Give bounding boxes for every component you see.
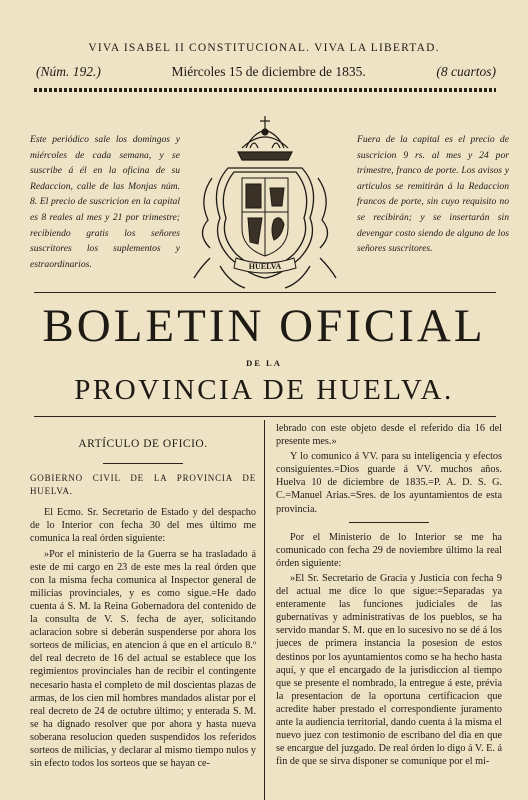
- issue-line: [36, 64, 496, 80]
- ornamental-rule-top: [34, 88, 496, 92]
- section-rule: [103, 463, 183, 464]
- newspaper-subtitle: PROVINCIA DE HUELVA.: [74, 374, 454, 406]
- paragraph: Y lo comunico á VV. para su inteligencia y efectos consiguientes.=Dios guarde á VV. muchos años. Huelva 10 de diciembre de 1835.=P. A. D. S. G. C.=Manuel Arias.=Sres. de los ayuntamientos de esta provincia.: [276, 451, 502, 515]
- paragraph: »El Sr. Secretario de Gracia y Justicia con fecha 9 del actual me dice lo que sigue:=Separadas ya enteramente las funciones judiciales de las gubernativas y administrativas de los pueblos, se ha servido mandar S. M. que en lo sucesivo no se dé á los jueces de primera instancia la posesion de estos destinos por los ayuntamientos como se ha hecho hasta aquí, y que el encargado de la jurisdiccion al tiempo que se presente el nombrado, la entregue á este, prévia la presentacion de la oportuna certificacion que acredite haber prestado el correspondiente juramento ante la audiencia territorial, dando cuenta á la misma el nuevo juez con testimonio de escribano del dia en que se encargue del juzgado. De real órden lo digo á V. E. á fin de que se sirva disponer se comunique por el mi-: [276, 572, 502, 768]
- column-divider: [264, 420, 265, 800]
- issue-price: (8 cuartos): [436, 64, 496, 79]
- newspaper-title-connector: DE LA: [246, 358, 282, 368]
- masthead-motto: VIVA ISABEL II CONSTITUCIONAL. VIVA LA LIBERTAD.: [88, 42, 440, 54]
- subscription-info-left: Este periódico sale los domingos y miércoles de cada semana, y se suscribe á él en la oficina de su Redaccion, calle de las Monjas núm. 8. El precio de suscricion en la capital es 8 reales al mes y 21 por trimestre; recibiendo gratis los señores suscritores los suplementos y estraordinarios.: [30, 134, 180, 270]
- royal-crest-icon: [190, 108, 340, 293]
- subscription-info-right: Fuera de la capital es el precio de suscricion 9 rs. al mes y 24 por trimestre, franco de porte. Los avisos y artículos se remitirán á la Redaccion francos de porte, sin cuyo requisito no se recibirán; y se insertarán sin devengar costo siendo de alguno de los señores suscritores.: [357, 134, 509, 255]
- issue-number: (Núm. 192.): [36, 64, 101, 79]
- paragraph: »Por el ministerio de la Guerra se ha trasladado á este de mi cargo en 23 de este mes la real órden que con la misma fecha comunica al Inspector general de milicias provinciales, y es como sigue.=He dado cuenta á S. M. la Reina Gobernadora del contenido de la consulta de V. S. fecha de ayer, solicitando aclaracion sobre si deberán suspenderse por ahora los sorteos de milicias, en atencion á que en el artículo 8.º del real decreto de 16 del actual se establece que los regimientos provinciales han de recibir el contingente necesario hasta el completo de mil doscientas plazas de armas, de los cien mil hombres mandados alistar por el real decreto de 24 de octubre último; y enterada S. M. se ha dignado resolver que por ahora y hasta nueva soberana resolucion queden suspendidos los referidos sorteos de milicias, y declarar al mismo tiempo nulos y sin efecto todos los sorteos que se hayan ce-: [30, 548, 256, 770]
- left-column: [30, 432, 256, 772]
- section-heading: ARTÍCULO DE OFICIO.: [78, 438, 208, 450]
- issue-date: Miércoles 15 de diciembre de 1835.: [171, 64, 366, 79]
- section-subheading: GOBIERNO CIVIL DE LA PROVINCIA DE HUELVA.: [30, 473, 256, 497]
- paragraph-rule: [349, 522, 429, 523]
- paragraph: lebrado con este objeto desde el referido dia 16 del presente mes.»: [276, 423, 502, 448]
- rule-under-header: [34, 292, 496, 293]
- crest-banner-text: HUELVA: [248, 262, 282, 271]
- paragraph: Por el Ministerio de lo Interior se me ha comunicado con fecha 29 de noviembre último la real órden siguiente:: [276, 531, 502, 569]
- paragraph: El Ecmo. Sr. Secretario de Estado y del despacho de lo Interior con fecha 30 del mes último me comunica la real órden siguiente:: [30, 507, 256, 545]
- right-column: [276, 422, 502, 770]
- newspaper-title: BOLETIN OFICIAL: [42, 300, 486, 352]
- rule-under-title: [34, 416, 496, 417]
